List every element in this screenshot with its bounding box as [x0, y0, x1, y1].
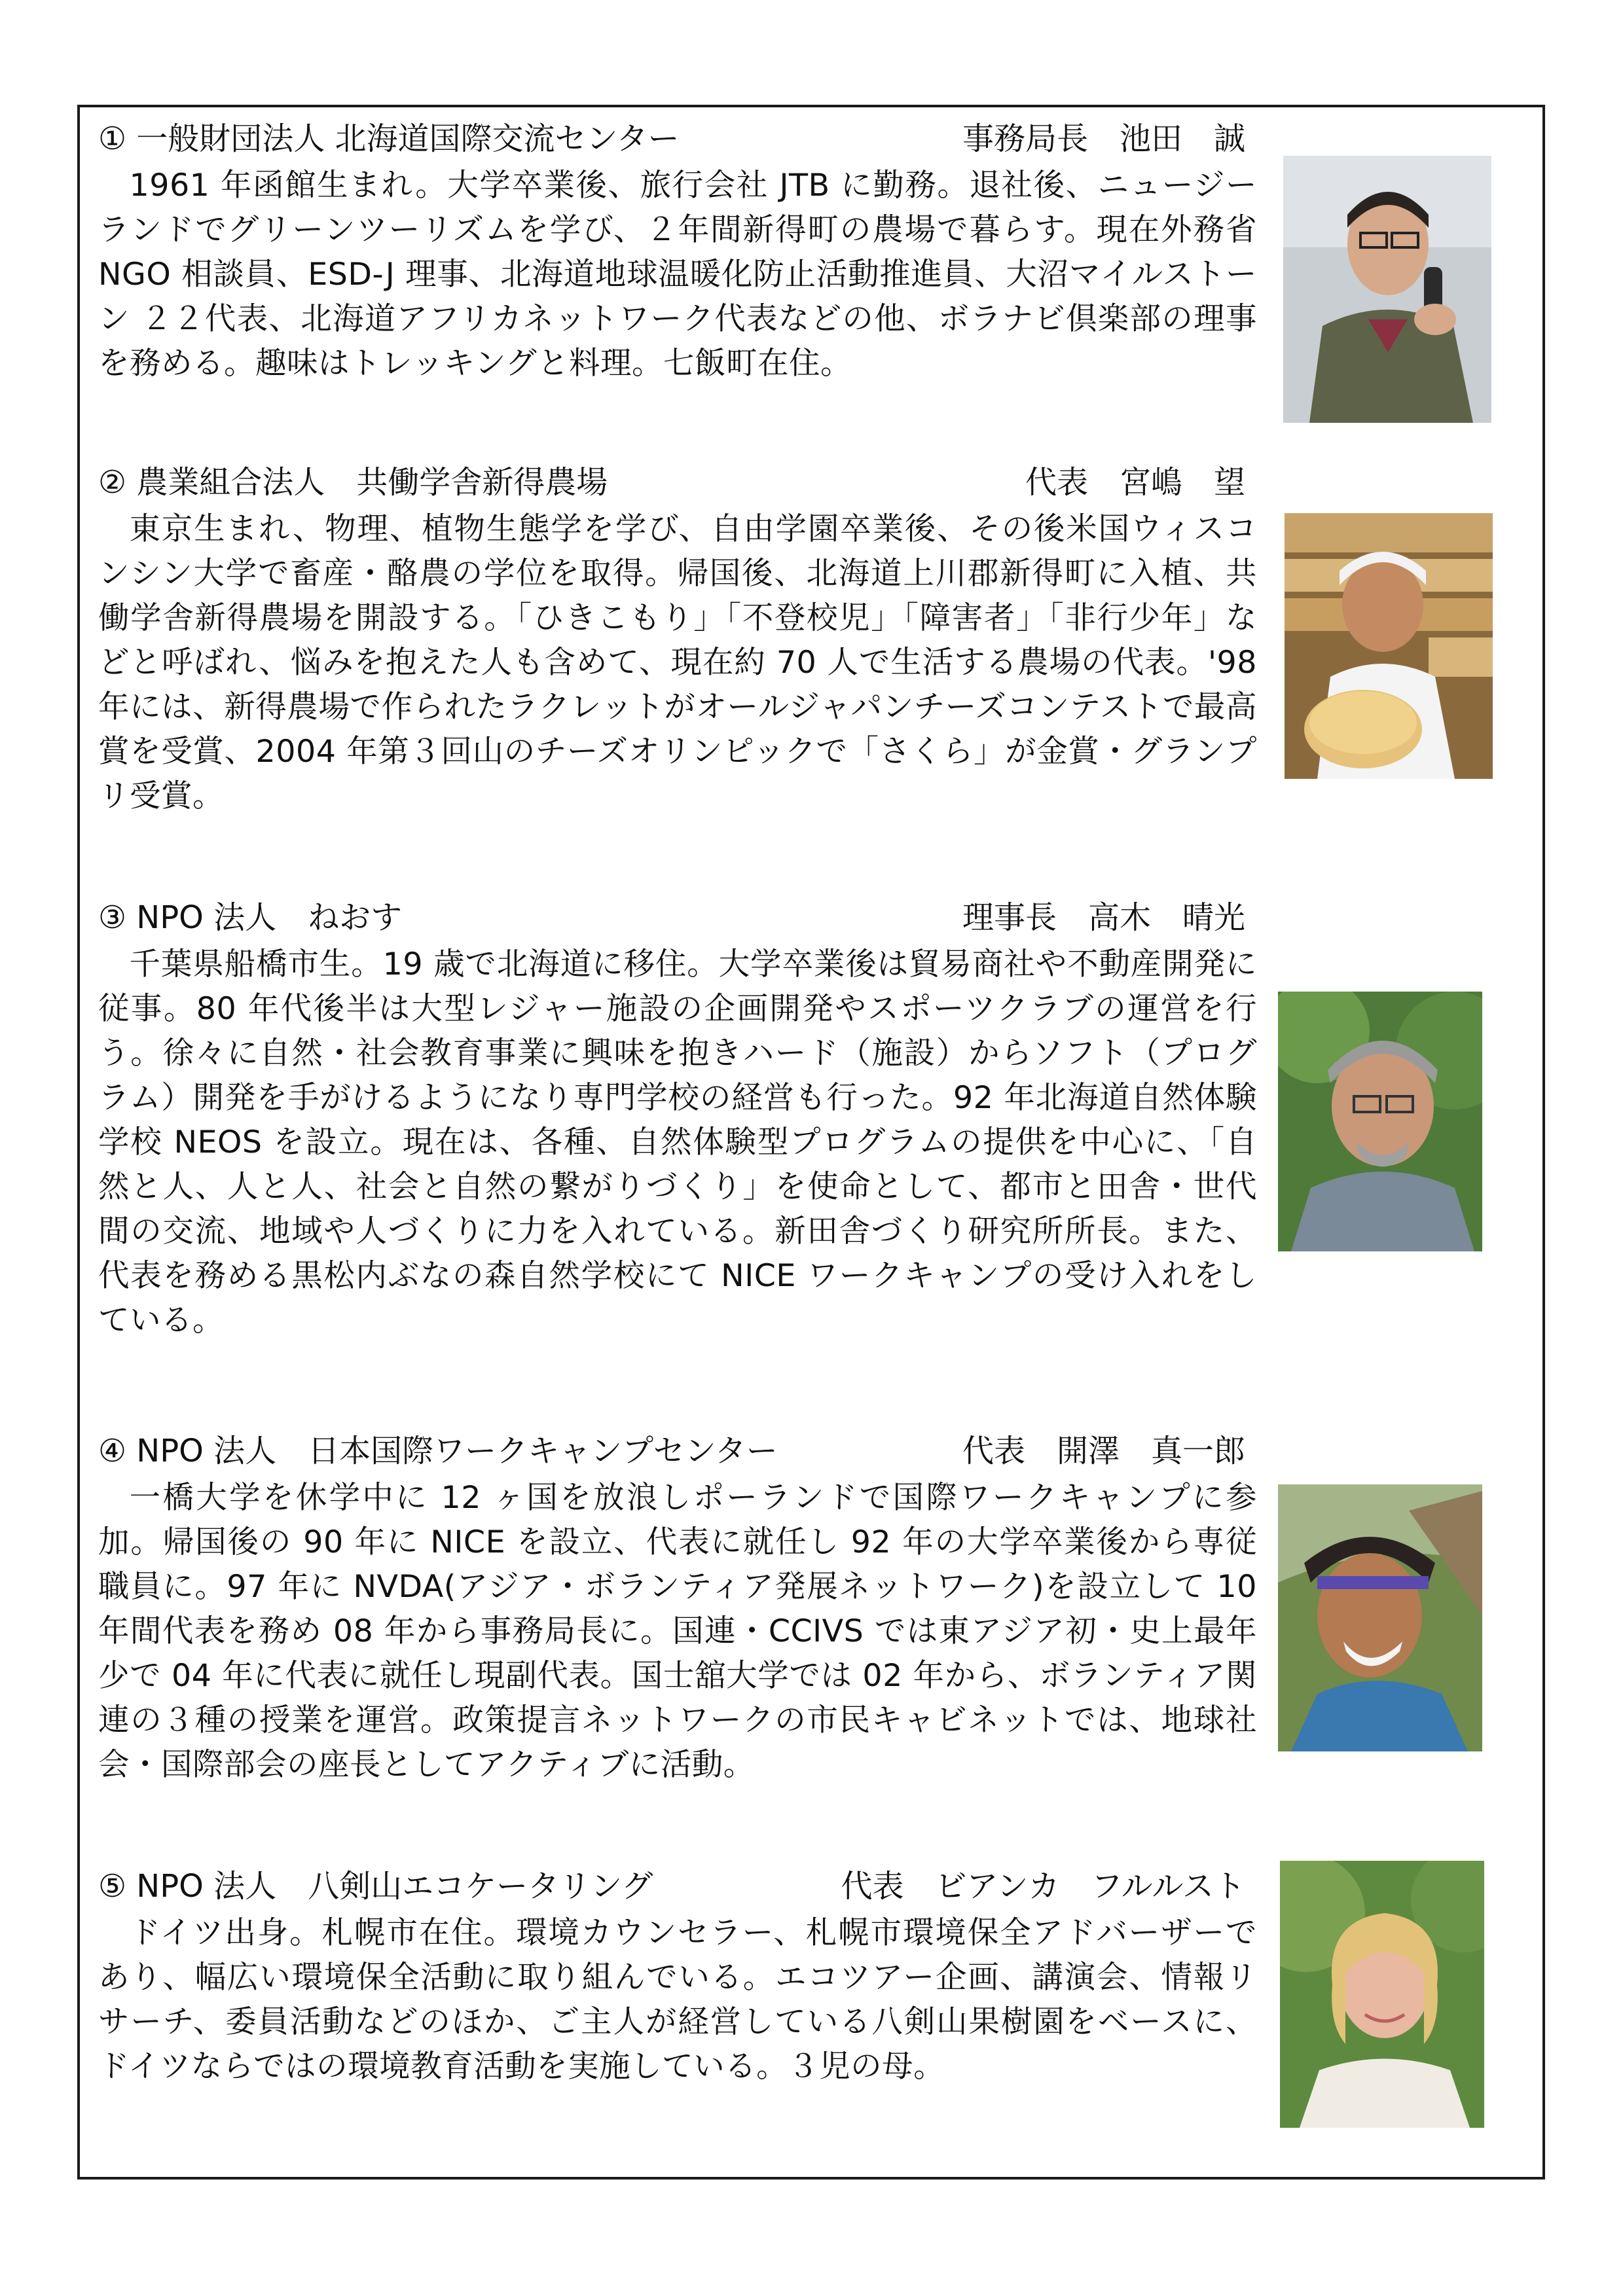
- organization-name: ⑤ NPO 法人 八剣山エコケータリング: [98, 1868, 653, 1905]
- portrait-photo-1: [1283, 156, 1491, 423]
- biography-text: 千葉県船橋市生。19 歳で北海道に移住。大学卒業後は貿易商社や不動産開発に従事。80 年代後半は大型レジャー施設の企画開発やスポーツクラブの運営を行う。徐々に自然・社会教育事業に興味を抱きハード（施設）からソフト（プログラム）開発を手がけるようになり専門学校の経営も行った。92 年北海道自然体験学校 NEOS を設立。現在は、各種、自然体験型プログラムの提供を中心に、「自然と人、人と人、社会と自然の繋がりづくり」を使命として、都市と田舎・世代間の交流、地域や人づくりに力を入れている。新田舎づくり研究所所長。また、代表を務める黒松内ぶなの森自然学校にて NICE ワークキャンプの受け入れをしている。: [98, 946, 1257, 1338]
- biography-text: ドイツ出身。札幌市在住。環境カウンセラー、札幌市環境保全アドバーザーであり、幅広い環境保全活動に取り組んでいる。エコツアー企画、講演会、情報リサーチ、委員活動などのほか、ご主人が経営している八剣山果樹園をベースに、ドイツならではの環境教育活動を実施している。３児の母。: [98, 1915, 1257, 2085]
- organization-name: ③ NPO 法人 ねおす: [98, 899, 403, 936]
- biography-text: 一橋大学を休学中に 12 ヶ国を放浪しポーランドで国際ワークキャンプに参加。帰国後の 90 年に NICE を設立、代表に就任し 92 年の大学卒業後から専従職員に。97 年に NVDA(アジア・ボランティア発展ネットワーク)を設立して 10 年間代表を務め 08 年から事務局長に。国連・CCIVS では東アジア初・史上最年少で 04 年に代表に就任し現副代表。国士舘大学では 02 年から、ボランティア関連の３種の授業を運営。政策提言ネットワークの市民キャビネットでは、地球社会・国際部会の座長としてアクティブに活動。: [98, 1480, 1257, 1783]
- portrait-photo-4: [1278, 1484, 1482, 1751]
- organization-name: ④ NPO 法人 日本国際ワークキャンプセンター: [98, 1433, 778, 1469]
- person-title-name: 代表 ビアンカ フルルスト: [841, 1868, 1245, 1905]
- entry-header: [98, 461, 1245, 503]
- biography-text: 東京生まれ、物理、植物生態学を学び、自由学園卒業後、その後米国ウィスコンシン大学で畜産・酪農の学位を取得。帰国後、北海道上川郡新得町に入植、共働学舎新得農場を開設する。「ひきこもり」「不登校児」「障害者」「非行少年」などと呼ばれ、悩みを抱えた人も含めて、現在約 70 人で生活する農場の代表。'98 年には、新得農場で作られたラクレットがオールジャパンチーズコンテストで最高賞を受賞、2004 年第３回山のチーズオリンピックで「さくら」が金賞・グランプリ受賞。: [98, 511, 1257, 814]
- portrait-photo-2: [1285, 513, 1493, 779]
- entry-header: [98, 1430, 1245, 1472]
- entry-header: [98, 897, 1245, 939]
- organization-name: ② 農業組合法人 共働学舎新得農場: [98, 464, 608, 501]
- person-title-name: 代表 開澤 真一郎: [962, 1433, 1245, 1469]
- organization-name: ① 一般財団法人 北海道国際交流センター: [98, 120, 680, 157]
- person-title-name: 理事長 高木 晴光: [962, 899, 1245, 936]
- person-title-name: 事務局長 池田 誠: [962, 120, 1245, 157]
- portrait-photo-5: [1280, 1861, 1484, 2128]
- person-title-name: 代表 宮嶋 望: [1025, 464, 1245, 501]
- biography-text: 1961 年函館生まれ。大学卒業後、旅行会社 JTB に勤務。退社後、ニュージーランドでグリーンツーリズムを学び、２年間新得町の農場で暮らす。現在外務省 NGO 相談員、ESD-J 理事、北海道地球温暖化防止活動推進員、大沼マイルストーン ２２代表、北海道アフリカネットワーク代表などの他、ボラナビ倶楽部の理事を務める。趣味はトレッキングと料理。七飯町在住。: [98, 168, 1257, 382]
- entry-header: [98, 1865, 1245, 1907]
- entry-header: [98, 118, 1245, 160]
- portrait-photo-3: [1278, 992, 1482, 1251]
